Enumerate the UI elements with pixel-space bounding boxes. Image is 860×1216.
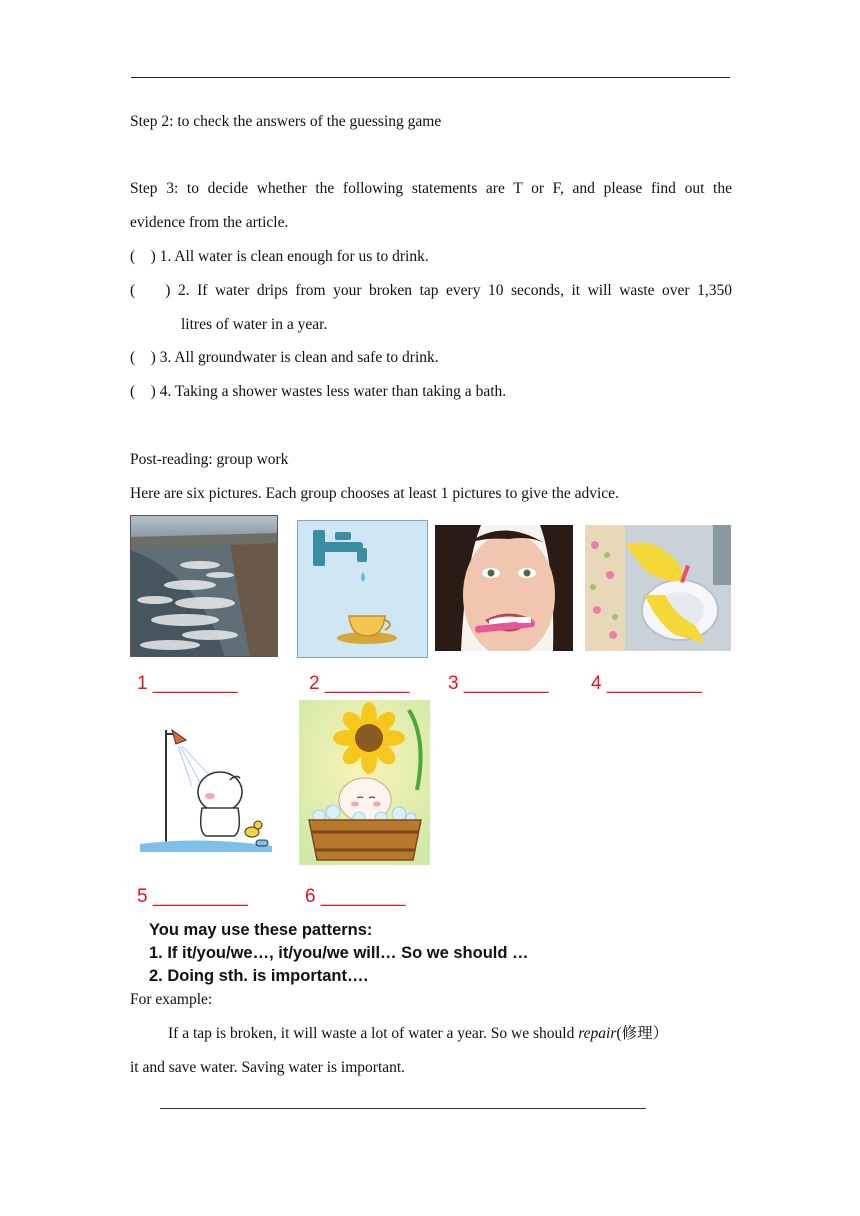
statement-4: ( ) 4. Taking a shower wastes less water than taking a bath. <box>130 383 507 400</box>
picture-6-label: 6 ________ <box>305 886 406 907</box>
picture-3-label: 3 ________ <box>448 673 549 694</box>
picture-4-label: 4 _________ <box>591 673 702 694</box>
pattern-1: 1. If it/you/we…, it/you/we will… So we should … <box>149 944 529 962</box>
post-reading-heading: Post-reading: group work <box>130 451 289 468</box>
statement-3: ( ) 3. All groundwater is clean and safe to drink. <box>130 349 439 366</box>
statement-2: ( ) 2. If water drips from your broken tap every 10 seconds, it will waste over 1,350 <box>130 282 732 299</box>
example-heading: For example: <box>130 991 213 1008</box>
patterns-heading: You may use these patterns: <box>149 921 373 939</box>
picture-5-label: 5 _________ <box>137 886 248 907</box>
example-line-1 <box>168 1024 668 1044</box>
step3-line1: Step 3: to decide whether the following statements are T or F, and please find out the <box>130 180 732 197</box>
polluted-river-picture <box>130 515 278 657</box>
cartoon-shower-picture <box>140 712 272 862</box>
picture-2-label: 2 ________ <box>309 673 410 694</box>
post-reading-intro: Here are six pictures. Each group chooses at least 1 pictures to give the advice. <box>130 485 619 502</box>
example-keyword: repair <box>578 1025 617 1042</box>
answer-line <box>160 1108 646 1109</box>
bath-sunflower-picture <box>299 700 430 865</box>
step3-line2: evidence from the article. <box>130 214 289 231</box>
example-text-b: (修理） <box>616 1025 669 1042</box>
step2-text: Step 2: to check the answers of the guessing game <box>130 113 442 130</box>
statement-2-cont: litres of water in a year. <box>181 316 328 333</box>
example-line-2: it and save water. Saving water is important. <box>130 1059 406 1076</box>
example-text-a: If a tap is broken, it will waste a lot of water a year. So we should <box>168 1025 579 1042</box>
header-rule <box>131 77 730 78</box>
dripping-tap-picture <box>297 520 428 658</box>
statement-1: ( ) 1. All water is clean enough for us to drink. <box>130 248 429 265</box>
brushing-teeth-picture <box>435 525 573 651</box>
picture-1-label: 1 ________ <box>137 673 238 694</box>
washing-dishes-picture <box>585 525 731 651</box>
pattern-2: 2. Doing sth. is important…. <box>149 967 369 985</box>
